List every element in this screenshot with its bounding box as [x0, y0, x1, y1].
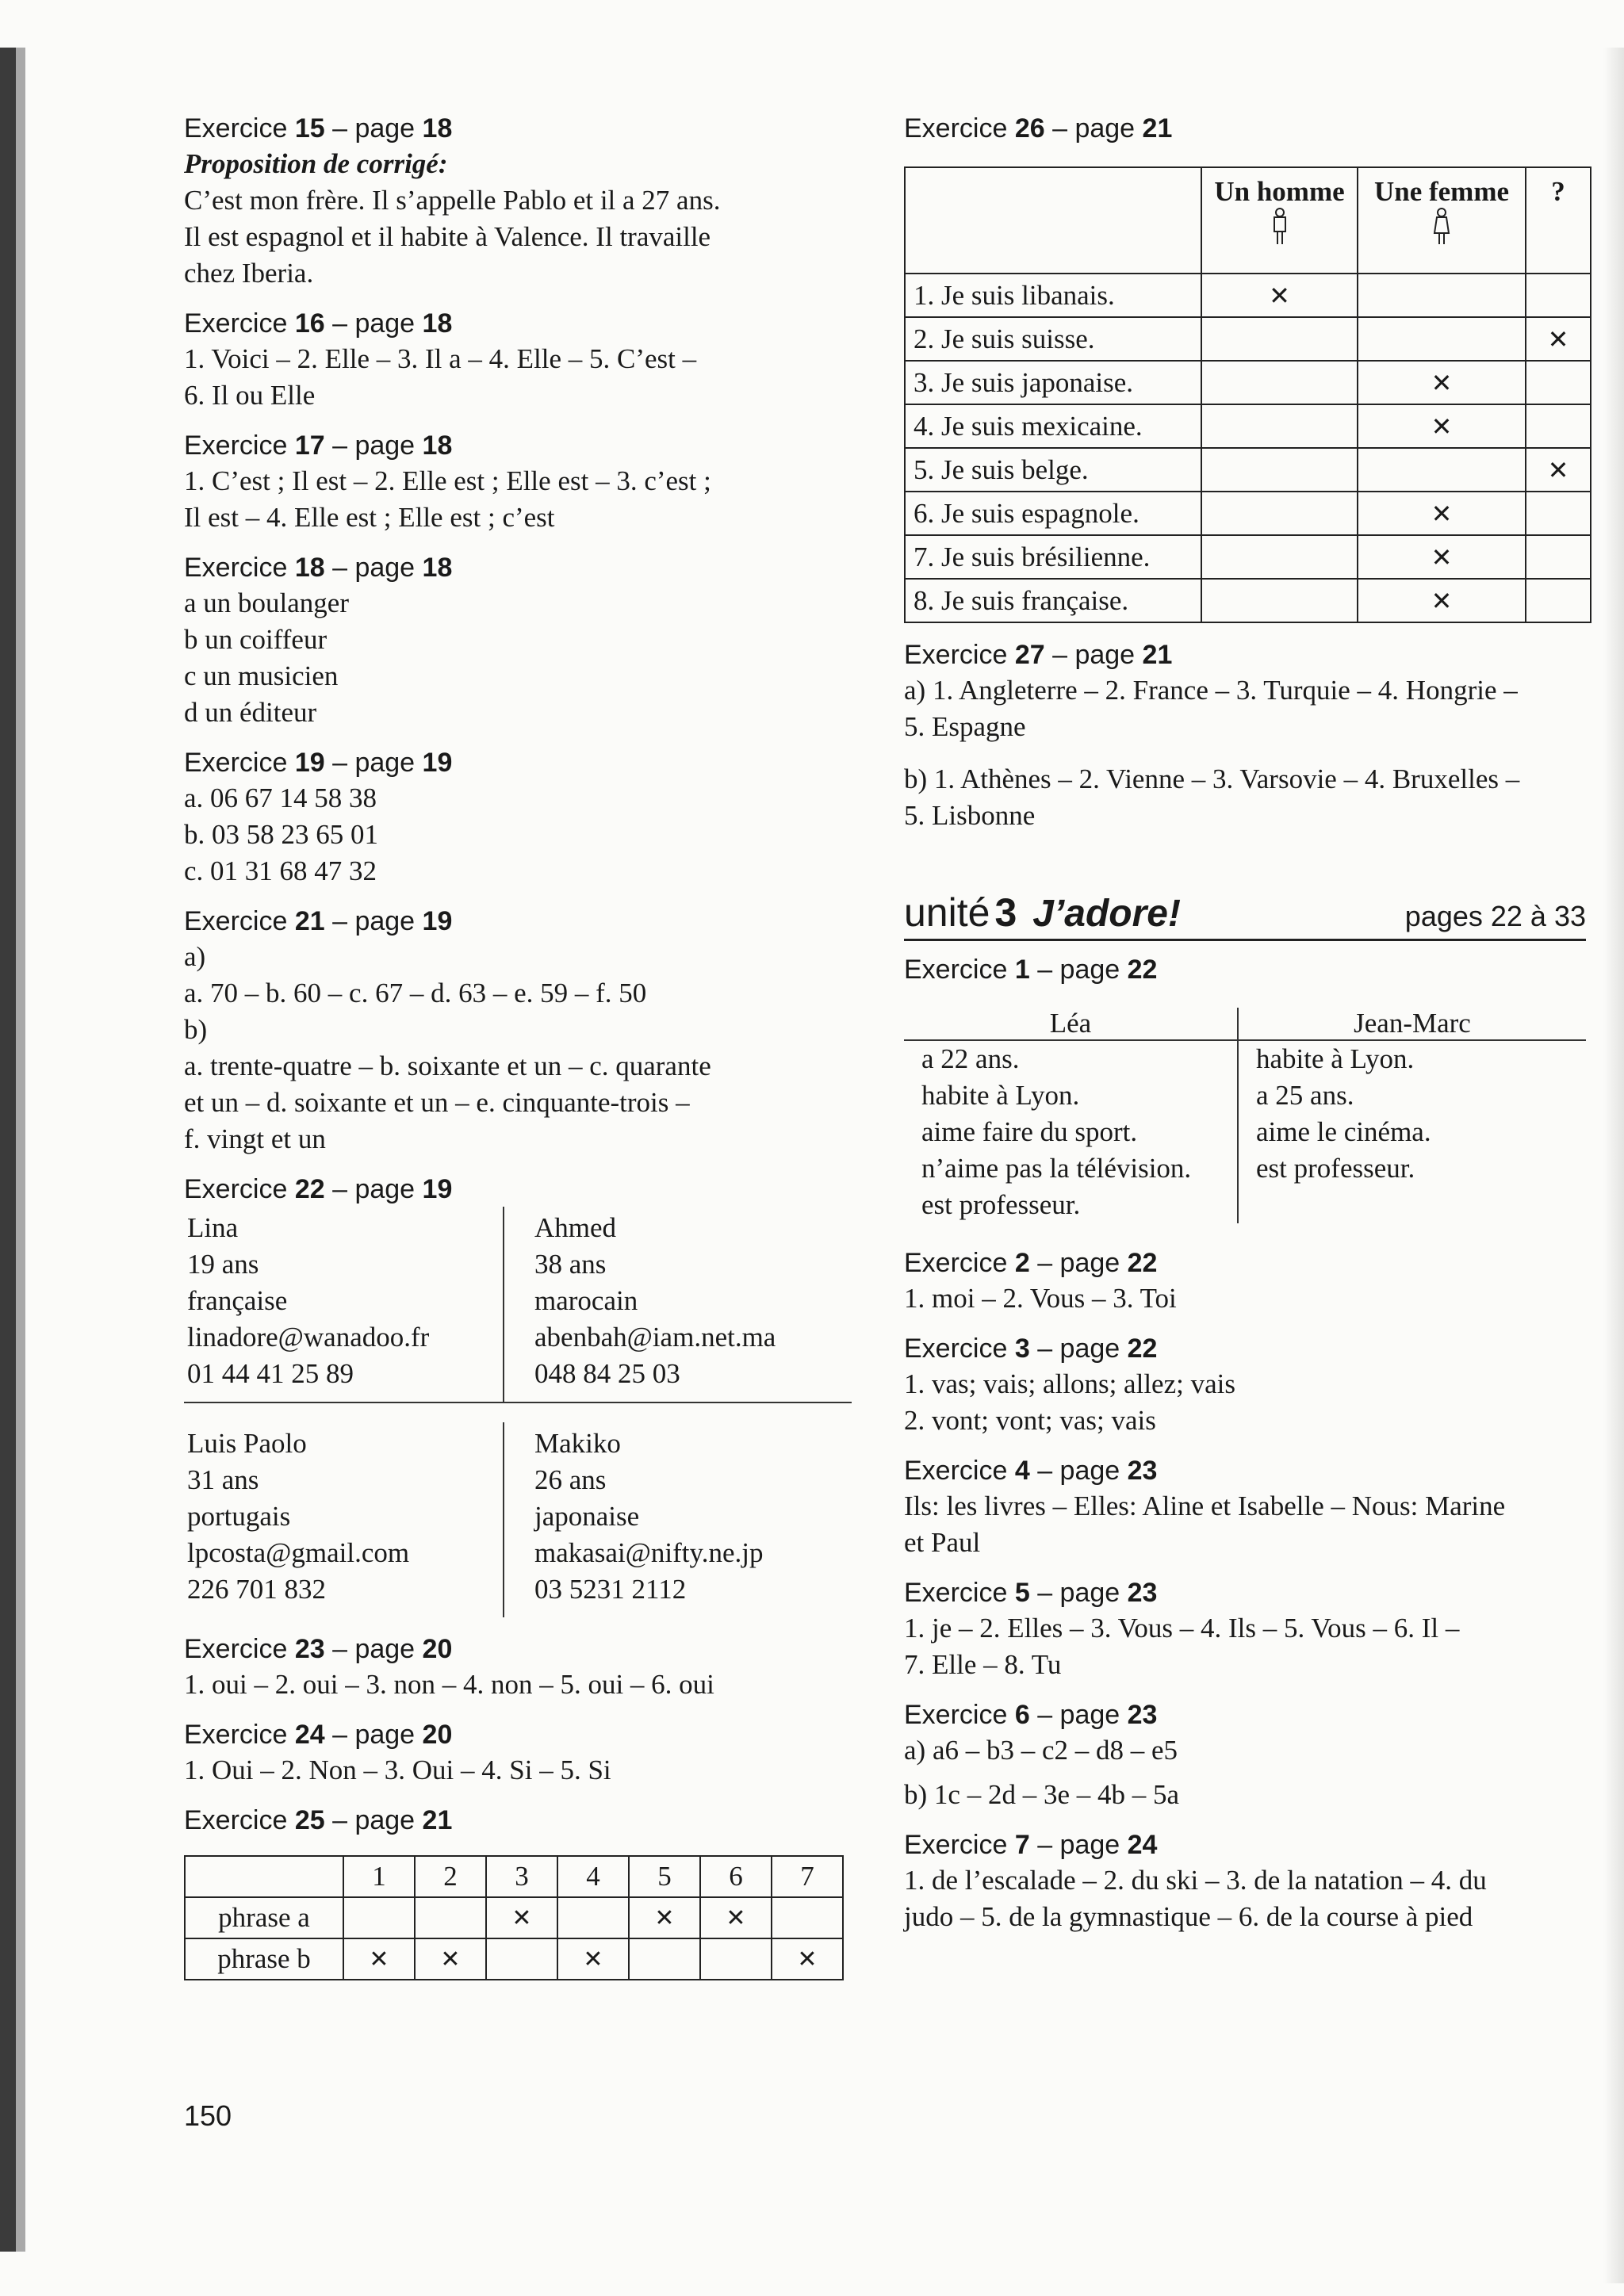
- card-line: marocain: [534, 1285, 638, 1316]
- column-header-woman: [1358, 167, 1526, 274]
- unit-exercise-3: [904, 1331, 1594, 1439]
- exercise-heading: [904, 1575, 1594, 1610]
- scan-edge-dark: [0, 48, 16, 2252]
- heading-page-label: – page: [1044, 640, 1143, 670]
- exercise-21: [184, 904, 858, 1158]
- left-column: [184, 111, 858, 1995]
- answer-line: a. 06 67 14 58 38: [184, 783, 377, 813]
- exercise-number: 5: [1014, 1578, 1030, 1608]
- mark-cell: [1526, 579, 1591, 622]
- exercise-number: 25: [294, 1805, 325, 1835]
- card-line: 26 ans: [534, 1464, 607, 1495]
- scan-edge-right: [1603, 48, 1624, 2283]
- exercise-heading: [904, 1453, 1594, 1488]
- mark-cell: [1201, 448, 1358, 492]
- heading-label: Exercice: [904, 1700, 1015, 1730]
- woman-icon: [1432, 208, 1451, 246]
- list-item: a 25 ans.: [1256, 1080, 1354, 1111]
- column-header: Jean-Marc: [1237, 1008, 1586, 1041]
- exercise-heading: [184, 428, 858, 463]
- table-corner-cell: [905, 167, 1201, 274]
- unit-word: unité: [904, 890, 990, 935]
- answer-line: d un éditeur: [184, 697, 317, 728]
- column-header: 5: [629, 1856, 700, 1897]
- exercise-heading: [184, 1172, 858, 1207]
- subtitle: [184, 146, 858, 182]
- exercise-heading: [904, 1827, 1594, 1862]
- card-line: française: [187, 1285, 288, 1316]
- table-corner-cell: [185, 1856, 343, 1897]
- table-header-row: [185, 1856, 843, 1897]
- list-item: a 22 ans.: [921, 1043, 1020, 1074]
- answer-line: 1. vas; vais; allons; allez; vais: [904, 1368, 1235, 1399]
- column-header: Léa: [904, 1008, 1237, 1041]
- unit-header: [904, 890, 1586, 941]
- heading-page-label: – page: [324, 748, 423, 778]
- exercise-24: [184, 1717, 858, 1789]
- heading-label: Exercice: [184, 308, 295, 339]
- heading-page-label: – page: [1029, 1700, 1128, 1730]
- unit-exercise-5: [904, 1575, 1594, 1683]
- right-column: [904, 111, 1594, 1950]
- answer-line: b) 1. Athènes – 2. Vienne – 3. Varsovie – 4. Bruxelles –: [904, 763, 1520, 794]
- answer-line: 7. Elle – 8. Tu: [904, 1649, 1062, 1680]
- card-line: Lina: [187, 1212, 239, 1243]
- exercise-number: 4: [1014, 1456, 1030, 1486]
- answer-line: judo – 5. de la gymnastique – 6. de la course à pied: [904, 1901, 1473, 1932]
- heading-label: Exercice: [904, 1578, 1015, 1608]
- exercise-26: [904, 111, 1594, 623]
- heading-label: Exercice: [904, 955, 1015, 985]
- subtitle-text: Proposition de corrigé:: [184, 148, 448, 179]
- exercise-27: [904, 637, 1594, 834]
- heading-page-label: – page: [324, 1634, 423, 1664]
- heading-page-label: – page: [324, 1805, 423, 1835]
- column-header: 7: [772, 1856, 843, 1897]
- heading-label: Exercice: [184, 1174, 295, 1204]
- card-line: Luis Paolo: [187, 1428, 307, 1459]
- mark-cell: ✕: [1358, 404, 1526, 448]
- page-number: 150: [184, 2099, 232, 2132]
- heading-page-label: – page: [324, 308, 423, 339]
- row-label: 8. Je suis française.: [905, 579, 1201, 622]
- heading-label: Exercice: [184, 748, 295, 778]
- page-number-ref: 23: [1127, 1578, 1158, 1608]
- heading-label: Exercice: [184, 1720, 295, 1750]
- heading-label: Exercice: [184, 113, 295, 144]
- mark-cell: ✕: [1526, 448, 1591, 492]
- answer-line: 1. Oui – 2. Non – 3. Oui – 4. Si – 5. Si: [184, 1755, 611, 1785]
- column-header-unknown: ?: [1526, 167, 1591, 274]
- heading-label: Exercice: [184, 1634, 295, 1664]
- table-row: [905, 274, 1591, 317]
- card-line: 03 5231 2112: [534, 1574, 687, 1605]
- answer-line: a. trente-quatre – b. soixante et un – c. quarante: [184, 1050, 711, 1081]
- exercise-number: 2: [1014, 1248, 1030, 1278]
- list-item: n’aime pas la télévision.: [921, 1153, 1192, 1184]
- answer-line: a. 70 – b. 60 – c. 67 – d. 63 – e. 59 – f. 50: [184, 978, 647, 1008]
- answer-line: 1. moi – 2. Vous – 3. Toi: [904, 1283, 1177, 1314]
- heading-label: Exercice: [184, 1805, 295, 1835]
- nationality-table: [904, 166, 1591, 623]
- table-row: [905, 492, 1591, 535]
- heading-page-label: – page: [324, 113, 423, 144]
- exercise-heading: [184, 1717, 858, 1752]
- card-line: 048 84 25 03: [534, 1358, 680, 1389]
- heading-page-label: – page: [324, 1174, 423, 1204]
- mark-cell: [629, 1938, 700, 1980]
- mark-cell: ✕: [772, 1938, 843, 1980]
- exercise-number: 1: [1014, 955, 1030, 985]
- comparison-column: [1237, 1041, 1586, 1223]
- column-header: 3: [486, 1856, 557, 1897]
- heading-label: Exercice: [904, 1248, 1015, 1278]
- answer-line: c un musicien: [184, 660, 339, 691]
- list-item: aime faire du sport.: [921, 1116, 1138, 1147]
- answer-line: C’est mon frère. Il s’appelle Pablo et il a 27 ans.: [184, 185, 721, 216]
- card-line: portugais: [187, 1501, 291, 1532]
- exercise-number: 15: [294, 113, 325, 144]
- exercise-number: 24: [294, 1720, 325, 1750]
- mark-cell: [772, 1897, 843, 1938]
- answer-line: b) 1c – 2d – 3e – 4b – 5a: [904, 1779, 1180, 1810]
- answer-line: 5. Espagne: [904, 711, 1026, 742]
- contact-card: [184, 1207, 503, 1402]
- mark-cell: [1201, 535, 1358, 579]
- exercise-heading: [904, 637, 1594, 672]
- answer-line: 1. oui – 2. oui – 3. non – 4. non – 5. oui – 6. oui: [184, 1669, 714, 1700]
- list-item: est professeur.: [921, 1189, 1081, 1220]
- page-number-ref: 18: [422, 430, 453, 461]
- heading-label: Exercice: [184, 553, 295, 583]
- unit-title: J’adore!: [1032, 893, 1181, 935]
- mark-cell: [1526, 274, 1591, 317]
- mark-cell: [1358, 274, 1526, 317]
- answer-line: chez Iberia.: [184, 258, 314, 289]
- list-item: aime le cinéma.: [1256, 1116, 1431, 1147]
- contact-card: [503, 1422, 852, 1617]
- row-label: phrase a: [185, 1897, 343, 1938]
- table-row: [905, 404, 1591, 448]
- table-row: [905, 361, 1591, 404]
- mark-cell: [486, 1938, 557, 1980]
- exercise-heading: [904, 1697, 1594, 1732]
- mark-cell: ✕: [1358, 579, 1526, 622]
- table-row: [905, 317, 1591, 361]
- heading-label: Exercice: [904, 1830, 1015, 1860]
- page-number-ref: 21: [422, 1805, 453, 1835]
- mark-cell: [557, 1897, 629, 1938]
- heading-page-label: – page: [324, 430, 423, 461]
- phrase-table: [184, 1855, 844, 1980]
- heading-label: Exercice: [904, 1456, 1015, 1486]
- answer-line: 1. de l’escalade – 2. du ski – 3. de la natation – 4. du: [904, 1865, 1487, 1896]
- row-label: 1. Je suis libanais.: [905, 274, 1201, 317]
- mark-cell: ✕: [1358, 492, 1526, 535]
- page-number-ref: 19: [422, 748, 453, 778]
- mark-cell: [1358, 317, 1526, 361]
- unit-exercise-6: [904, 1697, 1594, 1813]
- mark-cell: ✕: [343, 1938, 415, 1980]
- mark-cell: ✕: [1358, 535, 1526, 579]
- heading-page-label: – page: [324, 553, 423, 583]
- exercise-25: [184, 1803, 858, 1980]
- page-number-ref: 24: [1127, 1830, 1158, 1860]
- card-line: makasai@nifty.ne.jp: [534, 1537, 764, 1568]
- unit-exercise-4: [904, 1453, 1594, 1561]
- heading-page-label: – page: [1029, 1248, 1128, 1278]
- mark-cell: ✕: [486, 1897, 557, 1938]
- answer-line: 1. C’est ; Il est – 2. Elle est ; Elle est – 3. c’est ;: [184, 465, 711, 496]
- page-number-ref: 23: [1127, 1456, 1158, 1486]
- exercise-number: 16: [294, 308, 325, 339]
- row-label: 3. Je suis japonaise.: [905, 361, 1201, 404]
- row-label: phrase b: [185, 1938, 343, 1980]
- exercise-23: [184, 1632, 858, 1703]
- page-number-ref: 18: [422, 308, 453, 339]
- page-number-ref: 22: [1127, 1248, 1158, 1278]
- row-label: 4. Je suis mexicaine.: [905, 404, 1201, 448]
- card-line: 19 ans: [187, 1249, 259, 1280]
- page-number-ref: 21: [1142, 113, 1173, 144]
- table-header-row: [905, 167, 1591, 274]
- card-line: 31 ans: [187, 1464, 259, 1495]
- column-header: 6: [700, 1856, 772, 1897]
- mark-cell: [1526, 361, 1591, 404]
- answer-line: c. 01 31 68 47 32: [184, 855, 377, 886]
- page-number-ref: 22: [1127, 1334, 1158, 1364]
- exercise-heading: [184, 550, 858, 585]
- answer-line: 5. Lisbonne: [904, 800, 1036, 831]
- mark-cell: [1526, 492, 1591, 535]
- exercise-number: 23: [294, 1634, 325, 1664]
- page-number-ref: 19: [422, 1174, 453, 1204]
- list-item: habite à Lyon.: [1256, 1043, 1415, 1074]
- answer-line: a) 1. Angleterre – 2. France – 3. Turquie – 4. Hongrie –: [904, 675, 1518, 706]
- card-line: Makiko: [534, 1428, 621, 1459]
- exercise-heading: [184, 111, 858, 146]
- answer-line: b): [184, 1014, 208, 1045]
- exercise-heading: [184, 306, 858, 341]
- answer-line: 2. vont; vont; vas; vais: [904, 1405, 1156, 1436]
- answer-line: a) a6 – b3 – c2 – d8 – e5: [904, 1735, 1178, 1766]
- answer-line: b un coiffeur: [184, 624, 327, 655]
- exercise-heading: [904, 111, 1594, 146]
- list-item: habite à Lyon.: [921, 1080, 1080, 1111]
- heading-label: Exercice: [184, 430, 295, 461]
- cards-divider: [184, 1402, 852, 1422]
- mark-cell: [700, 1938, 772, 1980]
- exercise-heading: [184, 1803, 858, 1838]
- column-header-label: Un homme: [1214, 176, 1345, 207]
- column-header: 4: [557, 1856, 629, 1897]
- page-number-ref: 20: [422, 1720, 453, 1750]
- card-line: abenbah@iam.net.ma: [534, 1322, 776, 1353]
- answer-line: et un – d. soixante et un – e. cinquante-trois –: [184, 1087, 690, 1118]
- heading-label: Exercice: [184, 906, 295, 936]
- exercise-number: 3: [1014, 1334, 1030, 1364]
- answer-line: a): [184, 941, 206, 972]
- unit-number: 3: [994, 890, 1017, 935]
- card-line: 226 701 832: [187, 1574, 326, 1605]
- mark-cell: ✕: [1358, 361, 1526, 404]
- mark-cell: [1526, 404, 1591, 448]
- column-header: 1: [343, 1856, 415, 1897]
- mark-cell: [1358, 448, 1526, 492]
- heading-page-label: – page: [1029, 1578, 1128, 1608]
- table-row: [905, 448, 1591, 492]
- row-label: 7. Je suis brésilienne.: [905, 535, 1201, 579]
- exercise-19: [184, 745, 858, 890]
- exercise-number: 6: [1014, 1700, 1030, 1730]
- answer-line: 6. Il ou Elle: [184, 380, 316, 411]
- card-line: Ahmed: [534, 1212, 617, 1243]
- table-row: [185, 1938, 843, 1980]
- heading-page-label: – page: [1029, 1456, 1128, 1486]
- exercise-heading: [904, 1331, 1594, 1366]
- mark-cell: ✕: [557, 1938, 629, 1980]
- exercise-heading: [184, 1632, 858, 1667]
- contact-card: [503, 1207, 852, 1402]
- mark-cell: [1201, 404, 1358, 448]
- answer-line: Il est – 4. Elle est ; Elle est ; c’est: [184, 502, 555, 533]
- exercise-number: 19: [294, 748, 325, 778]
- row-label: 6. Je suis espagnole.: [905, 492, 1201, 535]
- card-line: linadore@wanadoo.fr: [187, 1322, 430, 1353]
- mark-cell: [1526, 535, 1591, 579]
- page-number-ref: 18: [422, 113, 453, 144]
- exercise-heading: [904, 952, 1594, 987]
- column-header: 2: [415, 1856, 486, 1897]
- exercise-16: [184, 306, 858, 414]
- row-label: 5. Je suis belge.: [905, 448, 1201, 492]
- exercise-number: 7: [1014, 1830, 1030, 1860]
- unit-exercise-7: [904, 1827, 1594, 1935]
- answer-line: f. vingt et un: [184, 1123, 326, 1154]
- heading-label: Exercice: [904, 113, 1015, 144]
- mark-cell: ✕: [1201, 274, 1358, 317]
- exercise-heading: [184, 904, 858, 939]
- unit-pages: pages 22 à 33: [1404, 900, 1586, 932]
- exercise-18: [184, 550, 858, 731]
- column-header-label: Une femme: [1373, 176, 1510, 207]
- page-number-ref: 22: [1127, 955, 1158, 985]
- answer-line: et Paul: [904, 1527, 981, 1558]
- comparison-column: [904, 1041, 1237, 1223]
- answer-line: Il est espagnol et il habite à Valence. Il travaille: [184, 221, 711, 252]
- mark-cell: [1201, 492, 1358, 535]
- heading-label: Exercice: [904, 1334, 1015, 1364]
- mark-cell: ✕: [700, 1897, 772, 1938]
- comparison-table: [904, 1008, 1594, 1223]
- page-number-ref: 20: [422, 1634, 453, 1664]
- answer-line: b. 03 58 23 65 01: [184, 819, 378, 850]
- exercise-number: 27: [1014, 640, 1045, 670]
- page-number-ref: 23: [1127, 1700, 1158, 1730]
- exercise-heading: [904, 1246, 1594, 1280]
- mark-cell: [415, 1897, 486, 1938]
- table-row: [185, 1897, 843, 1938]
- unit-exercise-1: [904, 952, 1594, 1223]
- heading-label: Exercice: [904, 640, 1015, 670]
- mark-cell: [343, 1897, 415, 1938]
- mark-cell: [1201, 579, 1358, 622]
- list-item: est professeur.: [1256, 1153, 1415, 1184]
- heading-page-label: – page: [324, 906, 423, 936]
- exercise-number: 26: [1014, 113, 1045, 144]
- answer-line: 1. Voici – 2. Elle – 3. Il a – 4. Elle – 5. C’est –: [184, 343, 697, 374]
- heading-page-label: – page: [1044, 113, 1143, 144]
- heading-page-label: – page: [1029, 955, 1128, 985]
- page-number-ref: 19: [422, 906, 453, 936]
- mark-cell: [1201, 317, 1358, 361]
- mark-cell: ✕: [629, 1897, 700, 1938]
- card-line: 38 ans: [534, 1249, 607, 1280]
- card-line: lpcosta@gmail.com: [187, 1537, 410, 1568]
- contact-card: [184, 1422, 503, 1617]
- answer-line: 1. je – 2. Elles – 3. Vous – 4. Ils – 5. Vous – 6. Il –: [904, 1613, 1460, 1644]
- answer-line: a un boulanger: [184, 587, 349, 618]
- exercise-22: [184, 1172, 858, 1617]
- mark-cell: ✕: [1526, 317, 1591, 361]
- card-line: 01 44 41 25 89: [187, 1358, 354, 1389]
- exercise-number: 17: [294, 430, 325, 461]
- column-header-man: [1201, 167, 1358, 274]
- heading-page-label: – page: [324, 1720, 423, 1750]
- man-icon: [1270, 208, 1289, 246]
- heading-page-label: – page: [1029, 1334, 1128, 1364]
- table-row: [905, 579, 1591, 622]
- mark-cell: ✕: [415, 1938, 486, 1980]
- exercise-number: 21: [294, 906, 325, 936]
- card-line: japonaise: [534, 1501, 640, 1532]
- exercise-17: [184, 428, 858, 536]
- table-row: [905, 535, 1591, 579]
- row-label: 2. Je suis suisse.: [905, 317, 1201, 361]
- contact-cards-grid: [184, 1207, 858, 1617]
- exercise-number: 18: [294, 553, 325, 583]
- exercise-15: [184, 111, 858, 292]
- answer-line: Ils: les livres – Elles: Aline et Isabelle – Nous: Marine: [904, 1490, 1506, 1521]
- exercise-heading: [184, 745, 858, 780]
- unit-exercise-2: [904, 1246, 1594, 1317]
- scan-edge-light: [16, 48, 25, 2252]
- exercise-number: 22: [294, 1174, 325, 1204]
- mark-cell: [1201, 361, 1358, 404]
- page-number-ref: 21: [1142, 640, 1173, 670]
- page-number-ref: 18: [422, 553, 453, 583]
- heading-page-label: – page: [1029, 1830, 1128, 1860]
